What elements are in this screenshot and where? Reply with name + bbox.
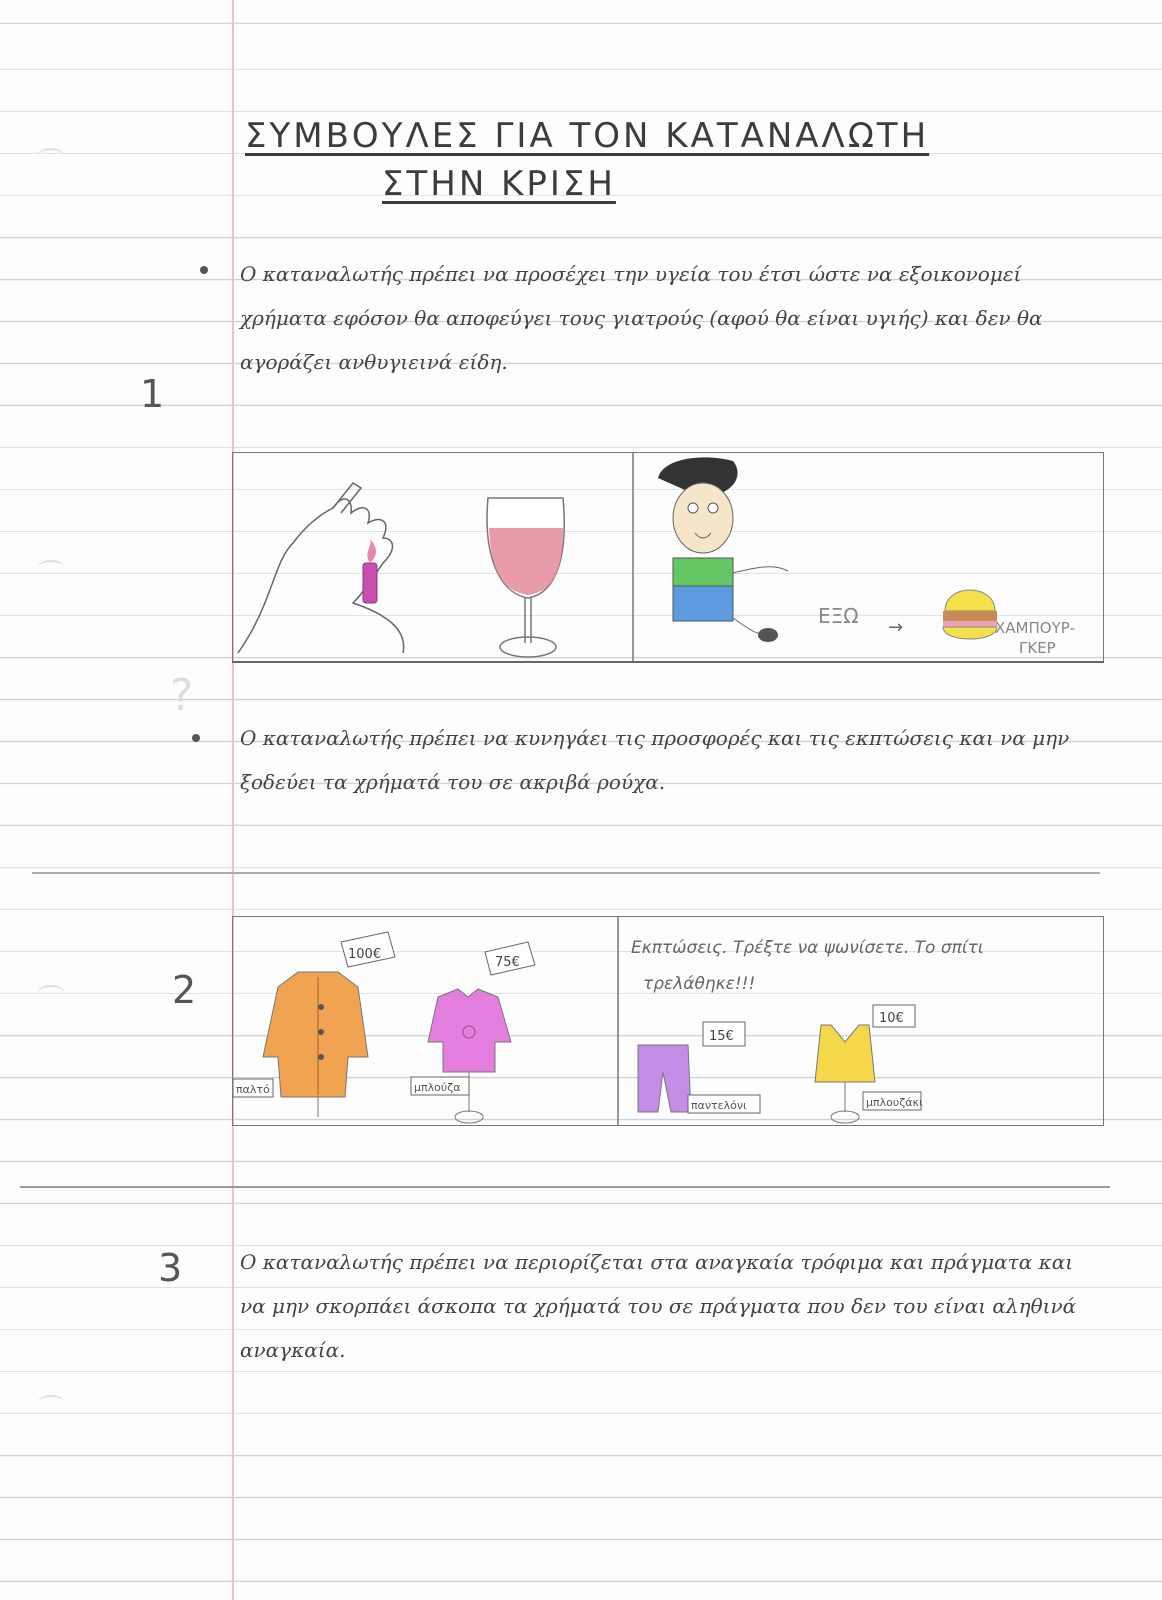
blouse-drawing xyxy=(428,989,511,1123)
price-tag-blouse xyxy=(485,942,535,975)
health-drawing xyxy=(233,453,1103,661)
page-title-line-1: ΣΥΜΒΟΥΛΕΣ ΓΙΑ ΤΟΝ ΚΑΤΑΝΑΛΩΤΗ xyxy=(245,116,930,156)
punch-hole-mark xyxy=(38,560,64,575)
svg-text:15€: 15€ xyxy=(709,1029,734,1044)
punch-hole-mark xyxy=(38,985,64,1000)
hamburger-drawing xyxy=(943,590,997,639)
punch-hole-mark xyxy=(38,1395,64,1410)
pants-drawing xyxy=(638,1045,691,1112)
svg-text:10€: 10€ xyxy=(879,1011,904,1026)
wine-glass-drawing xyxy=(487,498,564,657)
price-tag-pants xyxy=(703,1022,745,1046)
divider-line xyxy=(20,1186,1110,1188)
section-1-text: Ο καταναλωτής πρέπει να προσέχει την υγεία του έτσι ώστε να εξοικονομεί χρήματα εφόσον θα αποφεύγει τους γιατρούς (αφού θα είναι υγιής) και δεν θα αγοράζει ανθυγιεινά είδη. xyxy=(240,262,1043,374)
illustration-health xyxy=(232,452,1104,663)
hand-with-lighter-drawing xyxy=(238,483,404,653)
hamburger-label-2: ΓΚΕΡ xyxy=(1019,639,1056,657)
divider-line xyxy=(32,872,1100,874)
svg-text:μπλούζα: μπλούζα xyxy=(414,1081,461,1094)
faint-question-mark: ? xyxy=(170,670,194,721)
section-number-1: 1 xyxy=(140,372,165,416)
label-jacket xyxy=(233,1079,273,1097)
price-tag-top xyxy=(873,1005,915,1027)
price-tag-jacket xyxy=(341,932,395,967)
svg-text:παλτό: παλτό xyxy=(236,1083,270,1096)
illustration-sales xyxy=(232,916,1104,1126)
exo-label: ΕΞΩ xyxy=(818,604,859,628)
svg-text:75€: 75€ xyxy=(495,955,520,970)
sale-announcement-line-2: τρελάθηκε!!! xyxy=(643,974,756,994)
cartoon-man-drawing xyxy=(658,457,788,642)
section-number-3: 3 xyxy=(158,1246,183,1290)
lighter-icon xyxy=(363,563,377,603)
svg-text:μπλουζάκι: μπλουζάκι xyxy=(866,1096,923,1109)
page-title-line-2: ΣΤΗΝ ΚΡΙΣΗ xyxy=(382,164,616,204)
label-blouse xyxy=(411,1077,469,1095)
svg-text:100€: 100€ xyxy=(348,947,382,962)
label-pants xyxy=(688,1095,760,1113)
section-3-text: Ο καταναλωτής πρέπει να περιορίζεται στα αναγκαία τρόφιμα και πράγματα και να μην σκορπάει άσκοπα τα χρήματά του σε πράγματα που δεν του είναι αληθινά αναγκαία. xyxy=(240,1250,1077,1362)
section-2-text: Ο καταναλωτής πρέπει να κυνηγάει τις προσφορές και τις εκπτώσεις και να μην ξοδεύει τα χρήματά του σε ακριβά ρούχα. xyxy=(240,726,1070,794)
jacket-drawing xyxy=(263,972,368,1117)
svg-text:παντελόνι: παντελόνι xyxy=(691,1099,747,1112)
label-top xyxy=(863,1092,923,1110)
hamburger-label-1: ΧΑΜΠΟΥΡ- xyxy=(995,619,1076,637)
bullet-point xyxy=(200,266,208,274)
flame-icon xyxy=(367,539,376,563)
margin-line xyxy=(232,0,234,1600)
arrow-icon: → xyxy=(888,617,904,638)
sales-drawing xyxy=(233,917,1103,1125)
bullet-point xyxy=(192,734,200,742)
sale-announcement-line-1: Εκπτώσεις. Τρέξτε να ψωνίσετε. Το σπίτι xyxy=(631,938,984,958)
punch-hole-mark xyxy=(38,148,64,163)
section-number-2: 2 xyxy=(172,968,197,1012)
